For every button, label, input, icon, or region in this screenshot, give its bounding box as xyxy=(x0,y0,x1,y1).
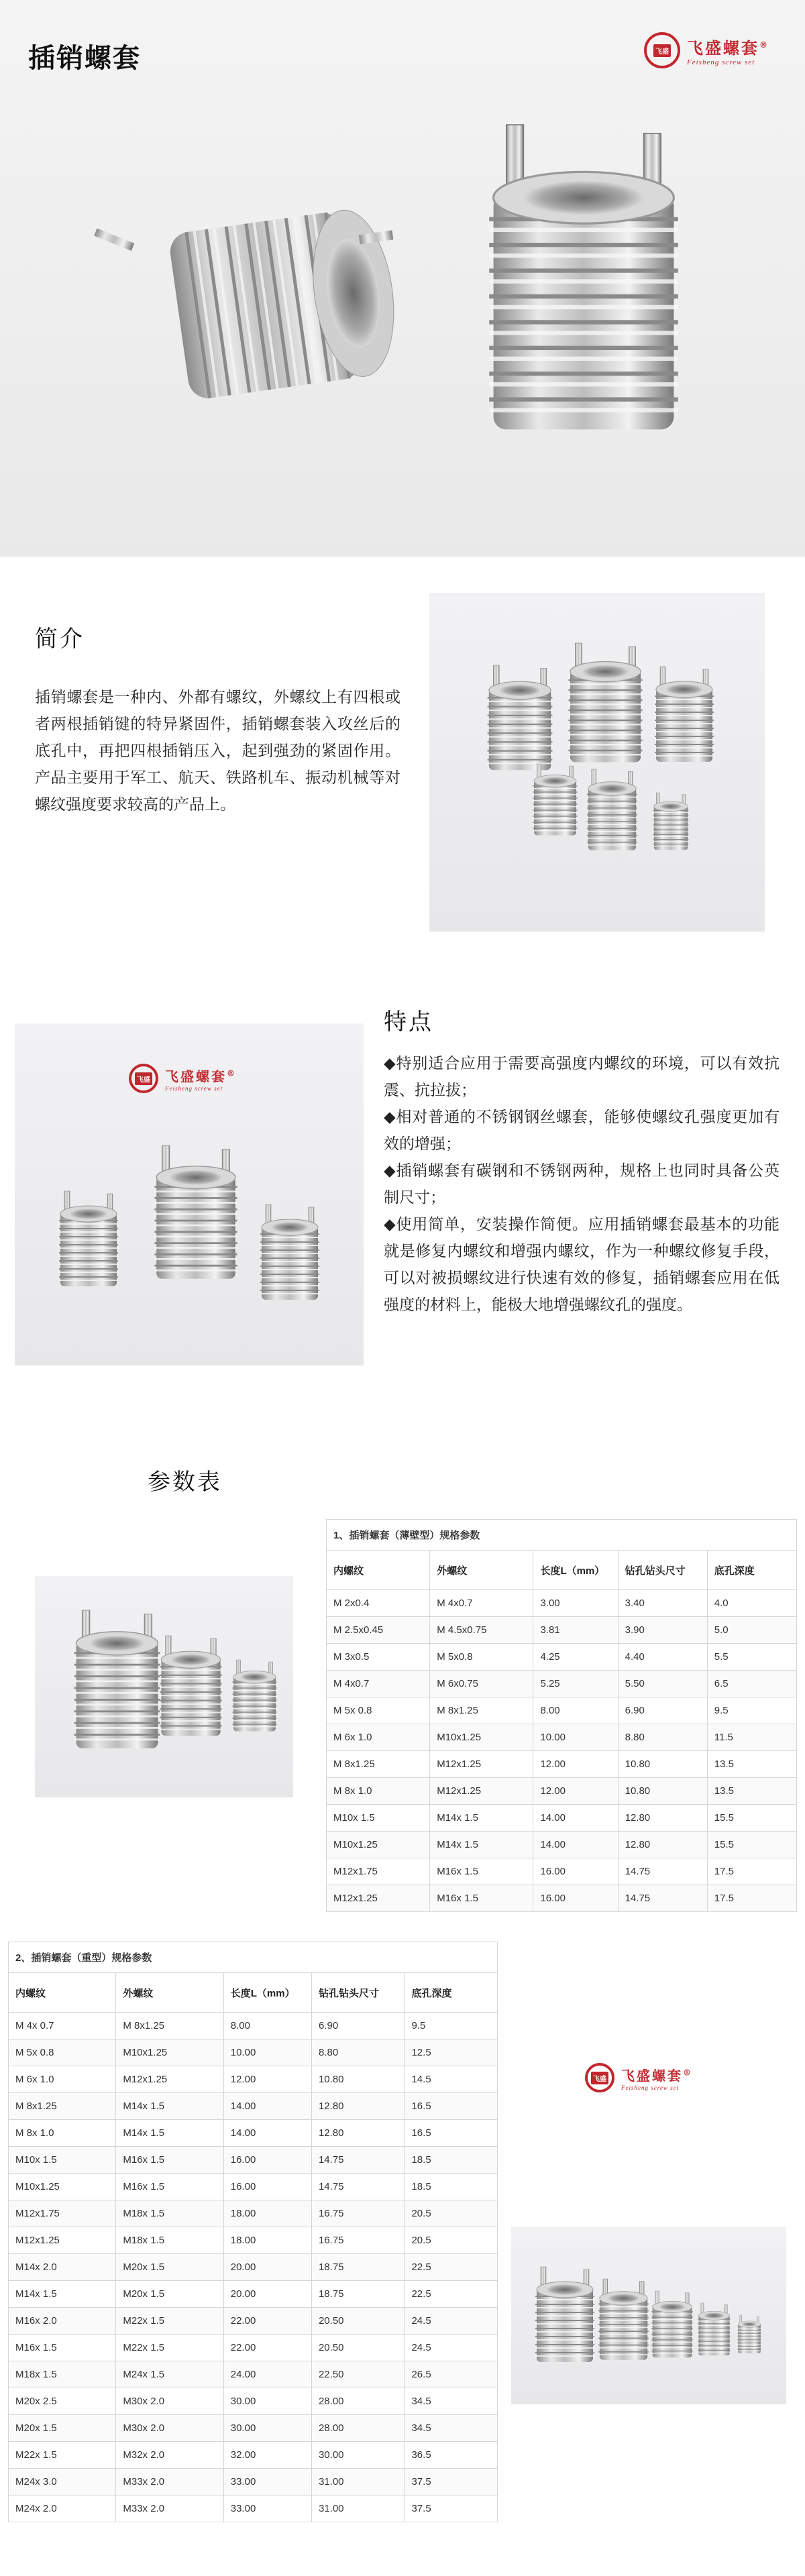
table-cell: 8.80 xyxy=(311,2039,405,2066)
table2-header: 钻孔钻头尺寸 xyxy=(311,1973,405,2013)
table-cell: 14.00 xyxy=(223,2120,311,2147)
logo-name: 飞盛螺套® xyxy=(687,38,769,58)
logo-tagline: Feisheng screw set xyxy=(621,2084,680,2091)
table-row xyxy=(9,2469,498,2496)
table-cell: 16.75 xyxy=(311,2227,405,2254)
table-cell: 20.00 xyxy=(223,2254,311,2281)
table-cell: M24x 3.0 xyxy=(9,2469,116,2496)
table-cell: M 6x 1.0 xyxy=(9,2066,116,2093)
table-cell: 12.5 xyxy=(405,2039,498,2066)
table-cell: M10x1.25 xyxy=(116,2039,223,2066)
table-cell: M12x1.25 xyxy=(430,1751,533,1778)
table-cell: 20.50 xyxy=(311,2308,405,2335)
table-cell: M14x 1.5 xyxy=(9,2281,116,2308)
table-cell: 12.80 xyxy=(311,2120,405,2147)
table-cell: 20.50 xyxy=(311,2335,405,2361)
feature-item: ◆特别适合应用于需要高强度内螺纹的环境，可以有效抗震、抗拉拔； xyxy=(384,1055,780,1099)
table1-header: 内螺纹 xyxy=(327,1551,430,1590)
table-cell: M 5x 0.8 xyxy=(327,1697,430,1724)
table-cell: M14x 1.5 xyxy=(116,2093,223,2120)
table-cell: 33.00 xyxy=(223,2469,311,2496)
table-cell: 16.00 xyxy=(223,2147,311,2174)
table1-caption: 1、插销螺套（薄壁型）规格参数 xyxy=(326,1519,797,1550)
table2-product-image xyxy=(511,2227,786,2404)
table-cell: 12.00 xyxy=(533,1778,618,1805)
features-heading: 特点 xyxy=(384,1009,433,1035)
table-cell: 37.5 xyxy=(405,2469,498,2496)
table-row xyxy=(9,2308,498,2335)
table-cell: 31.00 xyxy=(311,2469,405,2496)
table-cell: 30.00 xyxy=(311,2442,405,2469)
table-row xyxy=(9,2361,498,2388)
table-cell: 17.5 xyxy=(707,1858,796,1885)
table-cell: M12x1.25 xyxy=(327,1885,430,1912)
table-row xyxy=(327,1671,797,1697)
table-cell: M 8x1.25 xyxy=(9,2093,116,2120)
table2-header: 内螺纹 xyxy=(9,1973,116,2013)
table-row xyxy=(9,2174,498,2200)
table-cell: 12.80 xyxy=(311,2093,405,2120)
table-cell: 5.25 xyxy=(533,1671,618,1697)
table-row xyxy=(327,1858,797,1885)
table-cell: 18.5 xyxy=(405,2147,498,2174)
table-row xyxy=(327,1885,797,1912)
features-product-image xyxy=(15,1023,364,1365)
table-cell: 28.00 xyxy=(311,2415,405,2442)
table-cell: M 3x0.5 xyxy=(327,1644,430,1671)
table1-header: 钻孔钻头尺寸 xyxy=(618,1551,707,1590)
table-cell: M14x 1.5 xyxy=(430,1832,533,1858)
table-cell: 12.80 xyxy=(618,1832,707,1858)
table-cell: 6.90 xyxy=(311,2013,405,2039)
table-cell: M14x 2.0 xyxy=(9,2254,116,2281)
logo-mark-icon: 飞盛 xyxy=(644,32,680,68)
table-cell: M16x 1.5 xyxy=(116,2174,223,2200)
table-cell: 30.00 xyxy=(223,2415,311,2442)
table-cell: 28.00 xyxy=(311,2388,405,2415)
spec-table-thin-wall xyxy=(326,1519,797,1912)
table-row xyxy=(9,2227,498,2254)
brand-logo xyxy=(644,32,769,68)
table2-header: 外螺纹 xyxy=(116,1973,223,2013)
table-cell: 14.75 xyxy=(311,2147,405,2174)
table2-caption: 2、插销螺套（重型）规格参数 xyxy=(8,1942,498,1972)
table-row xyxy=(9,2388,498,2415)
table-cell: M 6x0.75 xyxy=(430,1671,533,1697)
table-cell: 8.00 xyxy=(533,1697,618,1724)
logo-mark-icon: 飞盛 xyxy=(585,2063,614,2092)
table-row xyxy=(9,2335,498,2361)
table-cell: M20x 1.5 xyxy=(116,2254,223,2281)
logo-name: 飞盛螺套® xyxy=(165,1068,237,1084)
table-cell: M18x 1.5 xyxy=(9,2361,116,2388)
table-cell: 11.5 xyxy=(707,1724,796,1751)
table-cell: 14.00 xyxy=(533,1805,618,1832)
spec-table-heavy xyxy=(8,1942,498,2522)
table-cell: M 8x1.25 xyxy=(116,2013,223,2039)
table-row xyxy=(9,2120,498,2147)
table-row xyxy=(9,2147,498,2174)
table-cell: 4.25 xyxy=(533,1644,618,1671)
table-cell: 22.00 xyxy=(223,2335,311,2361)
table-row xyxy=(327,1617,797,1644)
table-cell: M 6x 1.0 xyxy=(327,1724,430,1751)
table-row xyxy=(9,2415,498,2442)
table-cell: M 8x1.25 xyxy=(327,1751,430,1778)
table-cell: M14x 1.5 xyxy=(116,2120,223,2147)
table-cell: M 4.5x0.75 xyxy=(430,1617,533,1644)
table-cell: M 2.5x0.45 xyxy=(327,1617,430,1644)
table-cell: M22x 1.5 xyxy=(116,2335,223,2361)
table-cell: 16.5 xyxy=(405,2120,498,2147)
table-cell: 14.00 xyxy=(223,2093,311,2120)
table-row xyxy=(327,1590,797,1617)
intro-product-image xyxy=(429,593,765,932)
table-cell: 10.00 xyxy=(533,1724,618,1751)
table-cell: M12x1.25 xyxy=(116,2066,223,2093)
table-cell: M16x 1.5 xyxy=(430,1885,533,1912)
table1-header: 外螺纹 xyxy=(430,1551,533,1590)
table-row xyxy=(327,1724,797,1751)
table-cell: M10x1.25 xyxy=(327,1832,430,1858)
table-cell: M10x 1.5 xyxy=(327,1805,430,1832)
table-cell: 8.80 xyxy=(618,1724,707,1751)
table-cell: 24.5 xyxy=(405,2335,498,2361)
table-cell: M 4x0.7 xyxy=(430,1590,533,1617)
table-cell: 6.90 xyxy=(618,1697,707,1724)
table2-header: 长度L（mm） xyxy=(223,1973,311,2013)
table-row xyxy=(9,2093,498,2120)
table-cell: M16x 1.5 xyxy=(9,2335,116,2361)
table-row xyxy=(327,1805,797,1832)
table-cell: 22.5 xyxy=(405,2254,498,2281)
table-cell: 16.00 xyxy=(223,2174,311,2200)
table-cell: 16.75 xyxy=(311,2200,405,2227)
table-row xyxy=(9,2066,498,2093)
table-row xyxy=(327,1697,797,1724)
table-row xyxy=(327,1751,797,1778)
table2-header: 底孔深度 xyxy=(405,1973,498,2013)
table1-header: 长度L（mm） xyxy=(533,1551,618,1590)
table-cell: 36.5 xyxy=(405,2442,498,2469)
table-cell: 16.00 xyxy=(533,1858,618,1885)
table-cell: 20.00 xyxy=(223,2281,311,2308)
table-cell: 3.40 xyxy=(618,1590,707,1617)
table-cell: 14.00 xyxy=(533,1832,618,1858)
table-cell: 10.80 xyxy=(311,2066,405,2093)
table-cell: M20x 2.5 xyxy=(9,2388,116,2415)
table-cell: M22x 1.5 xyxy=(9,2442,116,2469)
table-cell: 18.75 xyxy=(311,2281,405,2308)
table-cell: 22.5 xyxy=(405,2281,498,2308)
table-cell: 18.75 xyxy=(311,2254,405,2281)
table-cell: M 4x0.7 xyxy=(327,1671,430,1697)
table-cell: 14.75 xyxy=(618,1858,707,1885)
logo-tagline: Feisheng screw set xyxy=(687,58,755,66)
table-cell: M12x1.75 xyxy=(327,1858,430,1885)
table-cell: M 4x 0.7 xyxy=(9,2013,116,2039)
table-row xyxy=(9,2496,498,2522)
table-cell: M 5x0.8 xyxy=(430,1644,533,1671)
table1-header: 底孔深度 xyxy=(707,1551,796,1590)
table-cell: M10x1.25 xyxy=(430,1724,533,1751)
table-cell: M10x1.25 xyxy=(9,2174,116,2200)
page-title: 插销螺套 xyxy=(28,43,141,74)
table-row xyxy=(327,1644,797,1671)
table-cell: 15.5 xyxy=(707,1832,796,1858)
table-cell: 18.5 xyxy=(405,2174,498,2200)
table-cell: 8.00 xyxy=(223,2013,311,2039)
table-cell: M20x 1.5 xyxy=(9,2415,116,2442)
logo-tagline: Feisheng screw set xyxy=(165,1084,223,1092)
table1-product-image xyxy=(35,1576,293,1797)
table-cell: M16x 2.0 xyxy=(9,2308,116,2335)
table-cell: 3.90 xyxy=(618,1617,707,1644)
table-cell: 34.5 xyxy=(405,2388,498,2415)
intro-heading: 简介 xyxy=(35,626,85,653)
table-cell: M20x 1.5 xyxy=(116,2281,223,2308)
table-cell: 16.00 xyxy=(533,1885,618,1912)
table-cell: 32.00 xyxy=(223,2442,311,2469)
table-row xyxy=(9,2281,498,2308)
table-cell: M 8x1.25 xyxy=(430,1697,533,1724)
table-cell: 13.5 xyxy=(707,1778,796,1805)
feature-item: ◆使用简单，安装操作简便。应用插销螺套最基本的功能就是修复内螺纹和增强内螺纹，作为一种螺纹修复手段，可以对被损螺纹进行快速有效的修复，插销螺套应用在低强度的材料上，能极大地增强螺纹孔的强度。 xyxy=(384,1216,780,1314)
table-cell: M30x 2.0 xyxy=(116,2388,223,2415)
table-cell: 4.0 xyxy=(707,1590,796,1617)
table-cell: 24.00 xyxy=(223,2361,311,2388)
table-cell: 18.00 xyxy=(223,2200,311,2227)
logo-mark-icon: 飞盛 xyxy=(129,1064,158,1093)
table-cell: M18x 1.5 xyxy=(116,2200,223,2227)
table-row xyxy=(9,2200,498,2227)
table-cell: 22.00 xyxy=(223,2308,311,2335)
table-cell: 22.50 xyxy=(311,2361,405,2388)
table-cell: 14.5 xyxy=(405,2066,498,2093)
table-cell: 33.00 xyxy=(223,2496,311,2522)
logo-name: 飞盛螺套® xyxy=(621,2067,693,2084)
table-cell: 3.81 xyxy=(533,1617,618,1644)
table-row xyxy=(9,2039,498,2066)
brand-logo-bottom xyxy=(585,2063,693,2092)
table-cell: M30x 2.0 xyxy=(116,2415,223,2442)
table-cell: M32x 2.0 xyxy=(116,2442,223,2469)
table-cell: 3.00 xyxy=(533,1590,618,1617)
table-cell: 5.0 xyxy=(707,1617,796,1644)
table-cell: 37.5 xyxy=(405,2496,498,2522)
table-cell: M22x 1.5 xyxy=(116,2308,223,2335)
table-cell: M 8x 1.0 xyxy=(9,2120,116,2147)
table-cell: 34.5 xyxy=(405,2415,498,2442)
table-cell: M12x1.25 xyxy=(430,1778,533,1805)
table-row xyxy=(327,1778,797,1805)
table-cell: 12.00 xyxy=(223,2066,311,2093)
table-cell: M18x 1.5 xyxy=(116,2227,223,2254)
hero-banner xyxy=(0,0,805,557)
table-cell: 20.5 xyxy=(405,2227,498,2254)
table-cell: 5.5 xyxy=(707,1644,796,1671)
table-cell: 13.5 xyxy=(707,1751,796,1778)
params-heading: 参数表 xyxy=(148,1469,222,1496)
table-cell: 5.50 xyxy=(618,1671,707,1697)
table-cell: 4.40 xyxy=(618,1644,707,1671)
table-cell: M16x 1.5 xyxy=(430,1858,533,1885)
table-cell: 17.5 xyxy=(707,1885,796,1912)
table-cell: 10.80 xyxy=(618,1751,707,1778)
table-cell: M14x 1.5 xyxy=(430,1805,533,1832)
intro-text: 插销螺套是一种内、外都有螺纹，外螺纹上有四根或者两根插销键的特异紧固件，插销螺套装入攻丝后的底孔中，再把四根插销压入，起到强劲的紧固作用。产品主要用于军工、航天、铁路机车、振动机械等对螺纹强度要求较高的产品上。 xyxy=(35,689,400,814)
feature-item: ◆相对普通的不锈钢钢丝螺套，能够使螺纹孔强度更加有效的增强； xyxy=(384,1109,780,1153)
table-row xyxy=(9,2254,498,2281)
table-cell: 14.75 xyxy=(311,2174,405,2200)
table-cell: 30.00 xyxy=(223,2388,311,2415)
table-cell: 31.00 xyxy=(311,2496,405,2522)
table-cell: M33x 2.0 xyxy=(116,2496,223,2522)
table-cell: M12x1.75 xyxy=(9,2200,116,2227)
table-cell: M 8x 1.0 xyxy=(327,1778,430,1805)
table-cell: 9.5 xyxy=(707,1697,796,1724)
feature-item: ◆插销螺套有碳钢和不锈钢两种，规格上也同时具备公英制尺寸； xyxy=(384,1162,780,1207)
hero-product-image xyxy=(0,94,805,557)
table-cell: 15.5 xyxy=(707,1805,796,1832)
table-row xyxy=(9,2442,498,2469)
table-cell: M24x 2.0 xyxy=(9,2496,116,2522)
table-cell: 26.5 xyxy=(405,2361,498,2388)
table-cell: 10.80 xyxy=(618,1778,707,1805)
table-cell: M16x 1.5 xyxy=(116,2147,223,2174)
table-cell: M33x 2.0 xyxy=(116,2469,223,2496)
table-cell: 12.80 xyxy=(618,1805,707,1832)
table-cell: M10x 1.5 xyxy=(9,2147,116,2174)
table-cell: M12x1.25 xyxy=(9,2227,116,2254)
table-row xyxy=(9,2013,498,2039)
features-list xyxy=(384,1050,780,1319)
table-cell: 6.5 xyxy=(707,1671,796,1697)
table-cell: M 2x0.4 xyxy=(327,1590,430,1617)
table-cell: 20.5 xyxy=(405,2200,498,2227)
table-row xyxy=(327,1832,797,1858)
table-cell: M 5x 0.8 xyxy=(9,2039,116,2066)
table-cell: 16.5 xyxy=(405,2093,498,2120)
table-cell: 24.5 xyxy=(405,2308,498,2335)
table-cell: 9.5 xyxy=(405,2013,498,2039)
table-cell: 12.00 xyxy=(533,1751,618,1778)
table-cell: 10.00 xyxy=(223,2039,311,2066)
table-cell: 18.00 xyxy=(223,2227,311,2254)
table-cell: 14.75 xyxy=(618,1885,707,1912)
table-cell: M24x 1.5 xyxy=(116,2361,223,2388)
